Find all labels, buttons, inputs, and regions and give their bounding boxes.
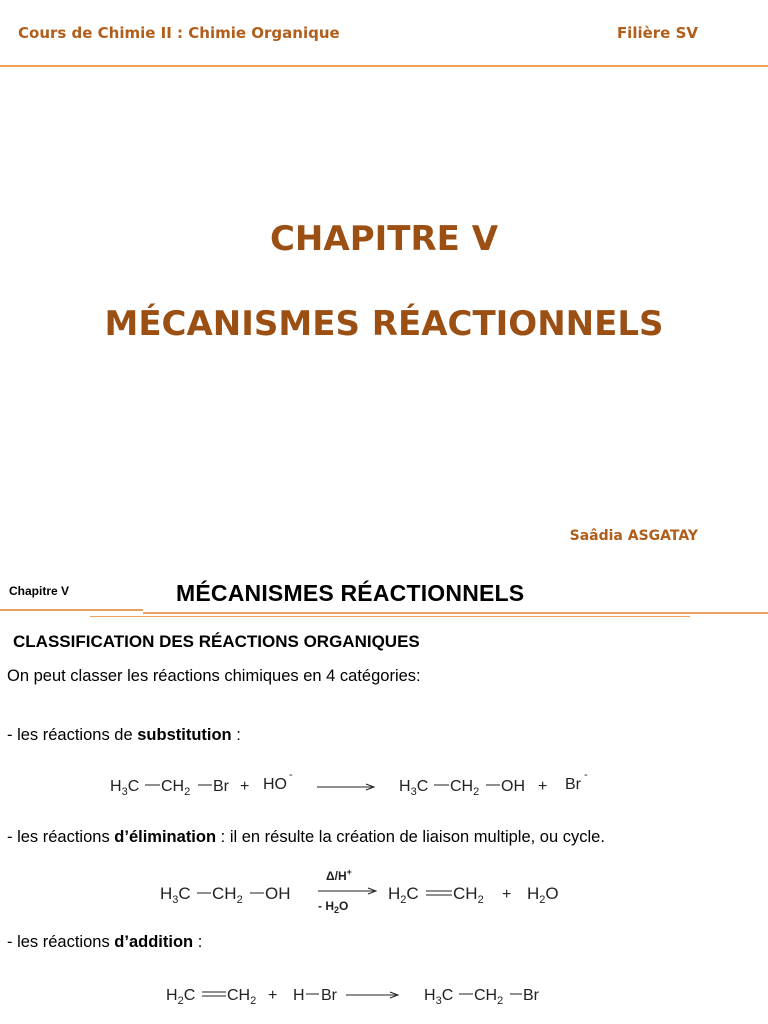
section-heading: CLASSIFICATION DES RÉACTIONS ORGANIQUES: [13, 632, 420, 651]
svg-text:Br: Br: [523, 987, 539, 1004]
header-divider: [0, 65, 768, 67]
svg-text:- H2O: - $H_2O$: [318, 899, 349, 915]
substitution-equation: [100, 764, 620, 804]
svg-text:OH: OH: [501, 778, 525, 795]
svg-text:HO: HO: [263, 776, 287, 793]
svg-text:H2O: $H_2O$: [527, 884, 559, 906]
svg-text:H2C: $H_2C$: [388, 884, 419, 906]
svg-text:+: +: [268, 987, 278, 1004]
label-suffix: :: [231, 726, 241, 744]
chapter-title: MÉCANISMES RÉACTIONNELS: [104, 304, 664, 344]
label-term: d’addition: [114, 933, 194, 951]
svg-text:CH2: $CH_2$: [161, 778, 191, 798]
svg-text:+: +: [240, 778, 250, 795]
label-prefix: - les réactions de: [7, 726, 138, 744]
svg-text:Br: Br: [321, 987, 337, 1004]
svg-text:+: +: [538, 778, 548, 795]
intro-text: On peut classer les réactions chimiques en 4 catégories:: [7, 667, 421, 685]
label-prefix: - les réactions: [7, 828, 115, 846]
svg-text:-: -: [289, 769, 293, 781]
svg-text:CH2: $CH_2$: [453, 884, 484, 906]
svg-text:H3C: $H_3C$: [424, 987, 454, 1007]
svg-text:CH2: $CH_2$: [450, 778, 480, 798]
chapter-heading: CHAPITRE V: [269, 219, 499, 259]
slide-chapter-label: Chapitre V: [9, 584, 70, 598]
label-term: d’élimination: [114, 828, 217, 846]
svg-text:+: +: [502, 886, 512, 903]
elimination-label: [7, 828, 605, 847]
filiere-label: Filière SV: [616, 24, 698, 42]
course-title: Cours de Chimie II : Chimie Organique: [18, 24, 340, 42]
substitution-label: [7, 726, 241, 745]
svg-text:Br: Br: [565, 776, 581, 793]
svg-text:H3C: $H_3C$: [399, 778, 429, 798]
svg-text:Br: Br: [213, 778, 229, 795]
svg-text:H3C: $H_3C$: [160, 884, 191, 906]
addition-equation: [156, 976, 576, 1016]
svg-text:CH2: $CH_2$: [227, 987, 257, 1007]
label-term: substitution: [137, 726, 232, 744]
svg-text:-: -: [584, 769, 588, 781]
svg-text:H3C: $H_3C$: [110, 778, 140, 798]
svg-text:H2C: $H_2C$: [166, 987, 196, 1007]
svg-text:H: H: [293, 987, 305, 1004]
svg-text:OH: OH: [265, 884, 291, 903]
label-suffix: :: [193, 933, 203, 951]
title-underline: [90, 616, 690, 617]
elimination-equation: [150, 864, 590, 920]
svg-text:CH2: $CH_2$: [474, 987, 504, 1007]
svg-text:Δ/H+: Δ/H+: [326, 867, 352, 883]
title-underline: [0, 609, 143, 611]
title-underline: [143, 612, 768, 614]
label-prefix: - les réactions: [7, 933, 115, 951]
addition-label: [7, 933, 202, 952]
label-suffix: : il en résulte la création de liaison multiple, ou cycle.: [216, 828, 605, 846]
slide-title: MÉCANISMES RÉACTIONNELS: [176, 580, 525, 606]
svg-text:CH2: $CH_2$: [212, 884, 243, 906]
author-name: Saâdia ASGATAY: [569, 528, 698, 544]
